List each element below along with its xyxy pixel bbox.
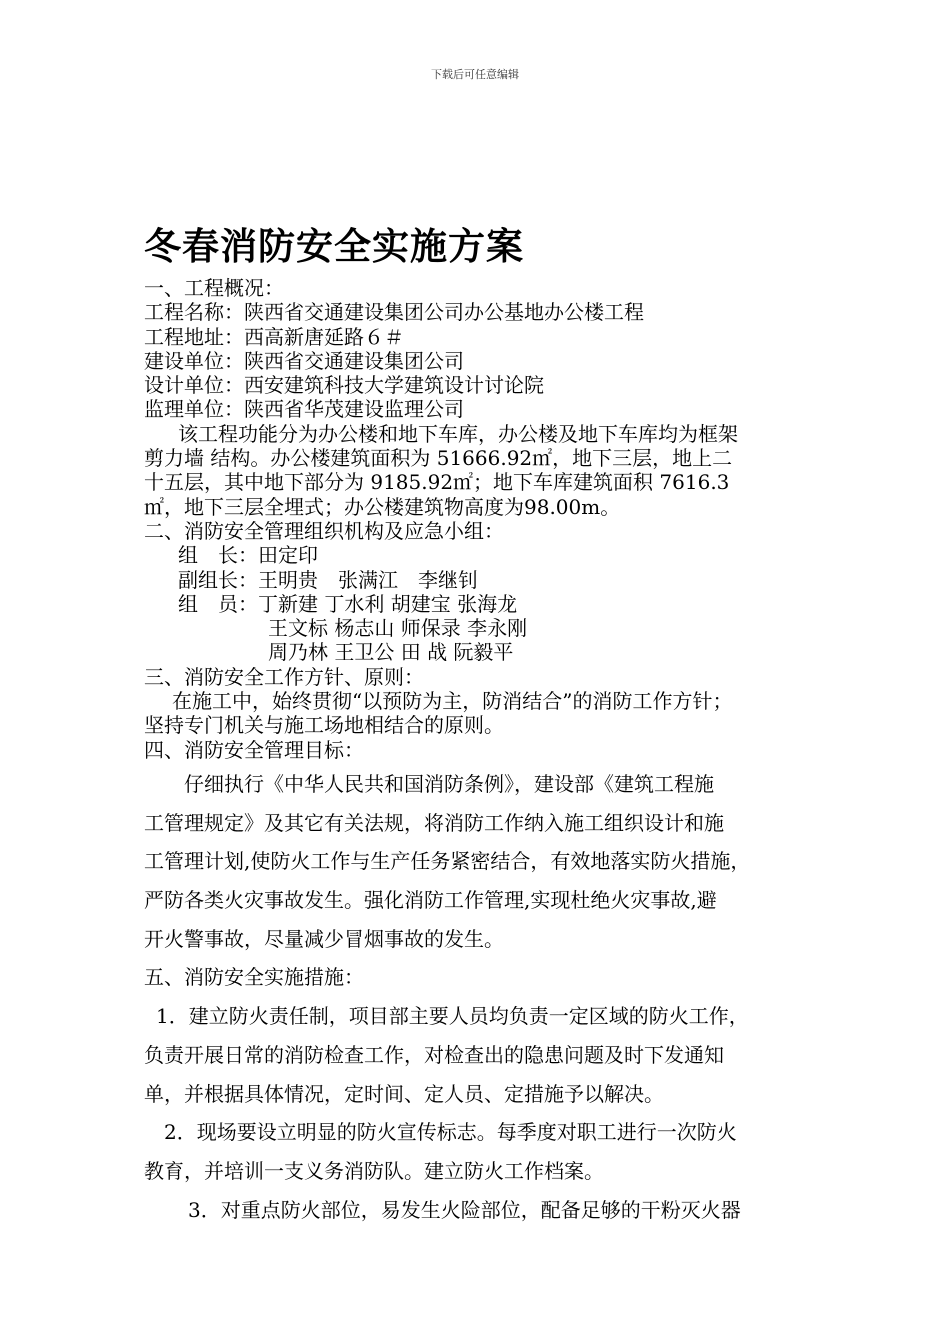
member-line: 组 员：丁新建 丁水利 胡建宝 张海龙 [178, 591, 518, 616]
member-line: 组 长：田定印 [178, 543, 318, 568]
document-title: 冬春消防安全实施方案 [144, 225, 524, 268]
project-name-line: 工程名称：陕西省交通建设集团公司办公基地办公楼工程 [144, 300, 644, 325]
owner-line: 建设单位：陕西省交通建设集团公司 [144, 348, 464, 373]
paragraph-line: 仔细执行《中华人民共和国消防条例》，建设部《建筑工程施 [184, 772, 714, 796]
paragraph-line: ㎡，地下三层全埋式；办公楼建筑物高度为98.00m。 [144, 494, 621, 519]
paragraph-line: 负责开展日常的消防检查工作，对检查出的隐患问题及时下发通知 [144, 1042, 724, 1067]
paragraph-line: 剪力墙 结构。办公楼建筑面积为 51666.92㎡，地下三层，地上二 [144, 446, 733, 471]
section-heading: 四、消防安全管理目标： [144, 737, 364, 762]
paragraph-line: 单，并根据具体情况，定时间、定人员、定措施予以解决。 [144, 1081, 664, 1106]
paragraph-line: 在施工中，始终贯彻“以预防为主，防消结合”的消防工作方针； [172, 689, 733, 714]
member-line: 副组长：王明贵 张满江 李继钊 [178, 567, 478, 592]
member-line: 周乃林 王卫公 田 战 阮毅平 [268, 640, 514, 665]
designer-line: 设计单位：西安建筑科技大学建筑设计讨论院 [144, 373, 544, 398]
paragraph-line: 该工程功能分为办公楼和地下车库，办公楼及地下车库均为框架 [178, 421, 738, 446]
section-body [144, 765, 814, 1229]
section-heading: 一、工程概况： [144, 276, 284, 300]
supervisor-line: 监理单位：陕西省华茂建设监理公司 [144, 397, 464, 422]
paragraph-line: 严防各类火灾事故发生。强化消防工作管理,实现杜绝火灾事故,避 [144, 888, 717, 913]
project-address-line: 工程地址：西高新唐延路６＃ [144, 324, 404, 349]
section-heading: 五、消防安全实施措施： [144, 965, 364, 990]
paragraph-line: 工管理计划,使防火工作与生产任务紧密结合，有效地落实防火措施， [144, 849, 751, 874]
section-overview [144, 276, 814, 762]
page-header: 下载后可任意编辑 [431, 68, 519, 81]
measure-line: 1．建立防火责任制，项目部主要人员均负责一定区域的防火工作， [156, 1004, 749, 1029]
measure-line: 3．对重点防火部位，易发生火险部位，配备足够的干粉灭火器 [188, 1197, 741, 1222]
paragraph-line: 教育，并培训一支义务消防队。建立防火工作档案。 [144, 1158, 604, 1183]
paragraph-line: 十五层，其中地下部分为 9185.92㎡；地下车库建筑面积 7616.3 [144, 470, 730, 495]
member-line: 王文标 杨志山 师保录 李永刚 [268, 616, 528, 641]
paragraph-line: 工管理规定》及其它有关法规，将消防工作纳入施工组织设计和施 [144, 810, 724, 835]
paragraph-line: 开火警事故，尽量减少冒烟事故的发生。 [144, 926, 504, 951]
paragraph-line: 坚持专门机关与施工场地相结合的原则。 [144, 713, 504, 738]
section-heading: 三、消防安全工作方针、原则： [144, 664, 424, 689]
measure-line: 2．现场要设立明显的防火宣传标志。每季度对职工进行一次防火 [164, 1120, 737, 1145]
section-heading: 二、消防安全管理组织机构及应急小组： [144, 518, 504, 543]
